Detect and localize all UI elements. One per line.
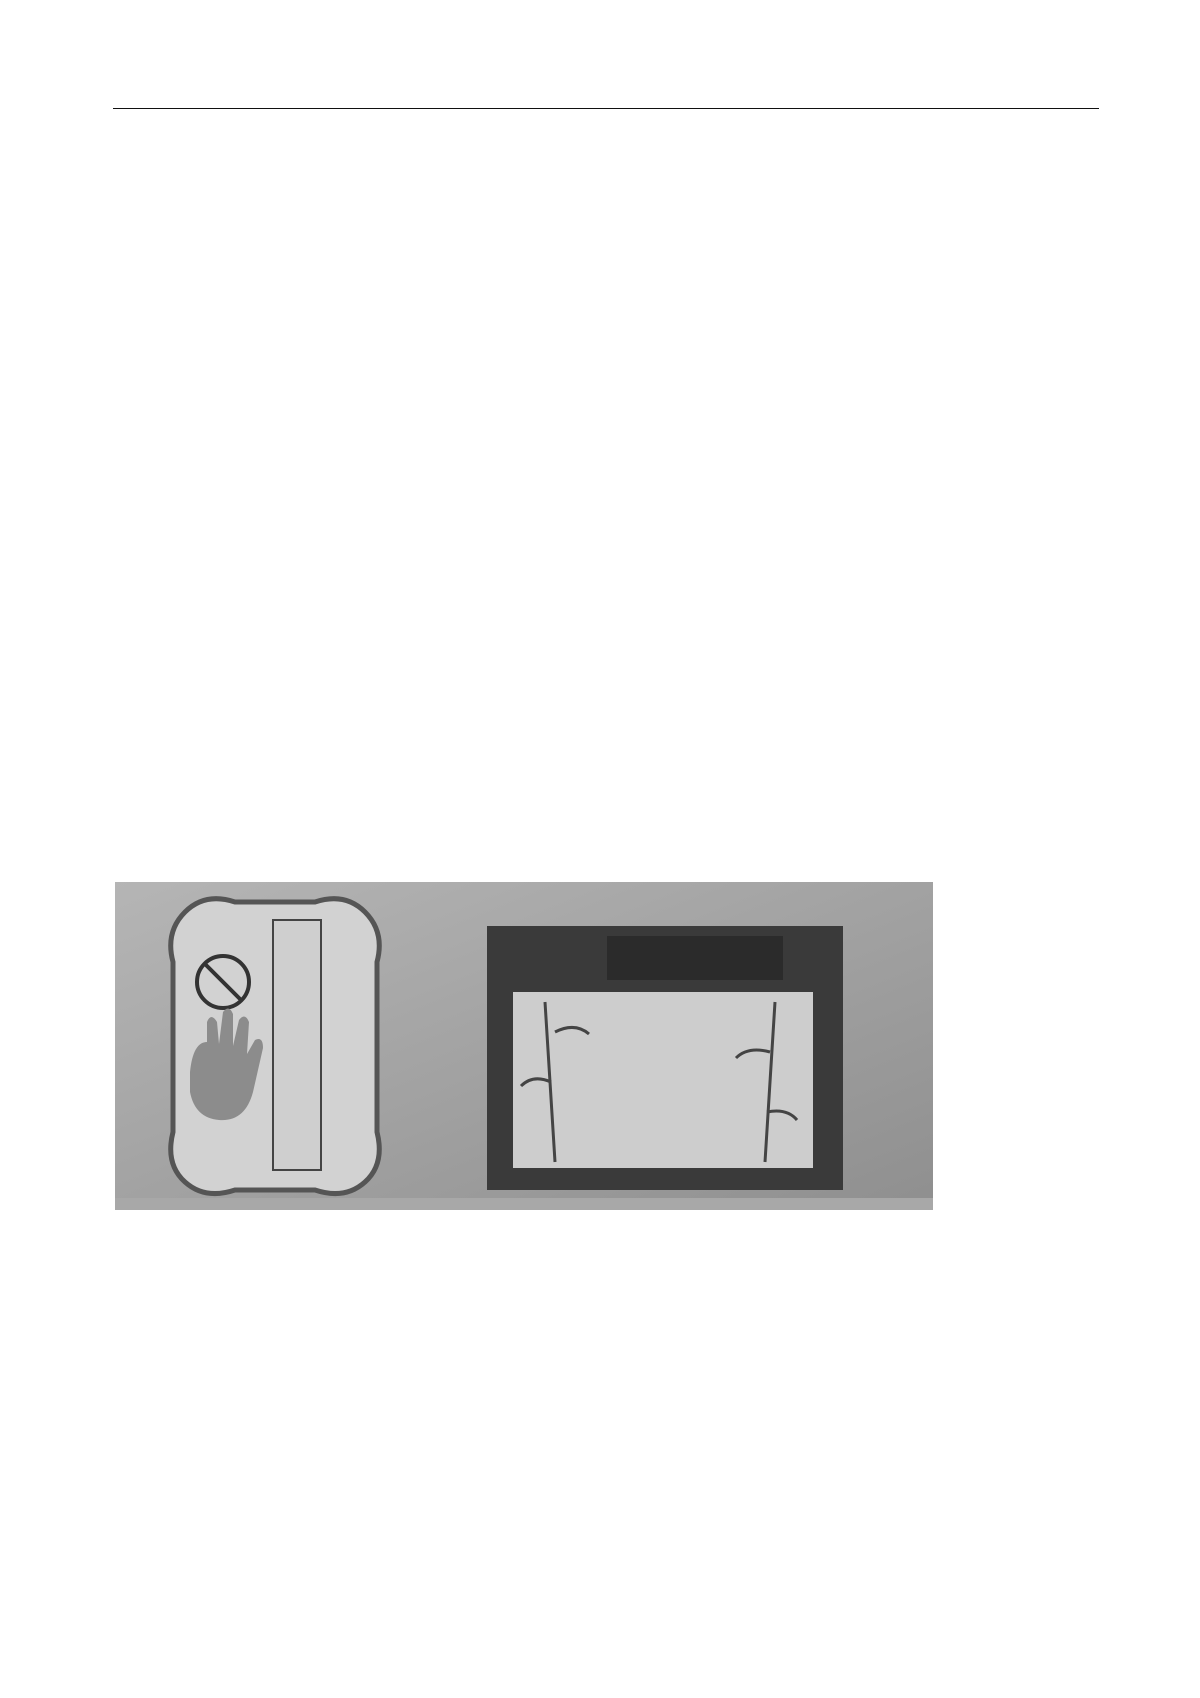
header-rule: [113, 108, 1099, 109]
material-two-photo: [115, 882, 933, 1210]
anti-drug-poster: [171, 899, 380, 1194]
guoxue-board: [487, 926, 843, 1190]
